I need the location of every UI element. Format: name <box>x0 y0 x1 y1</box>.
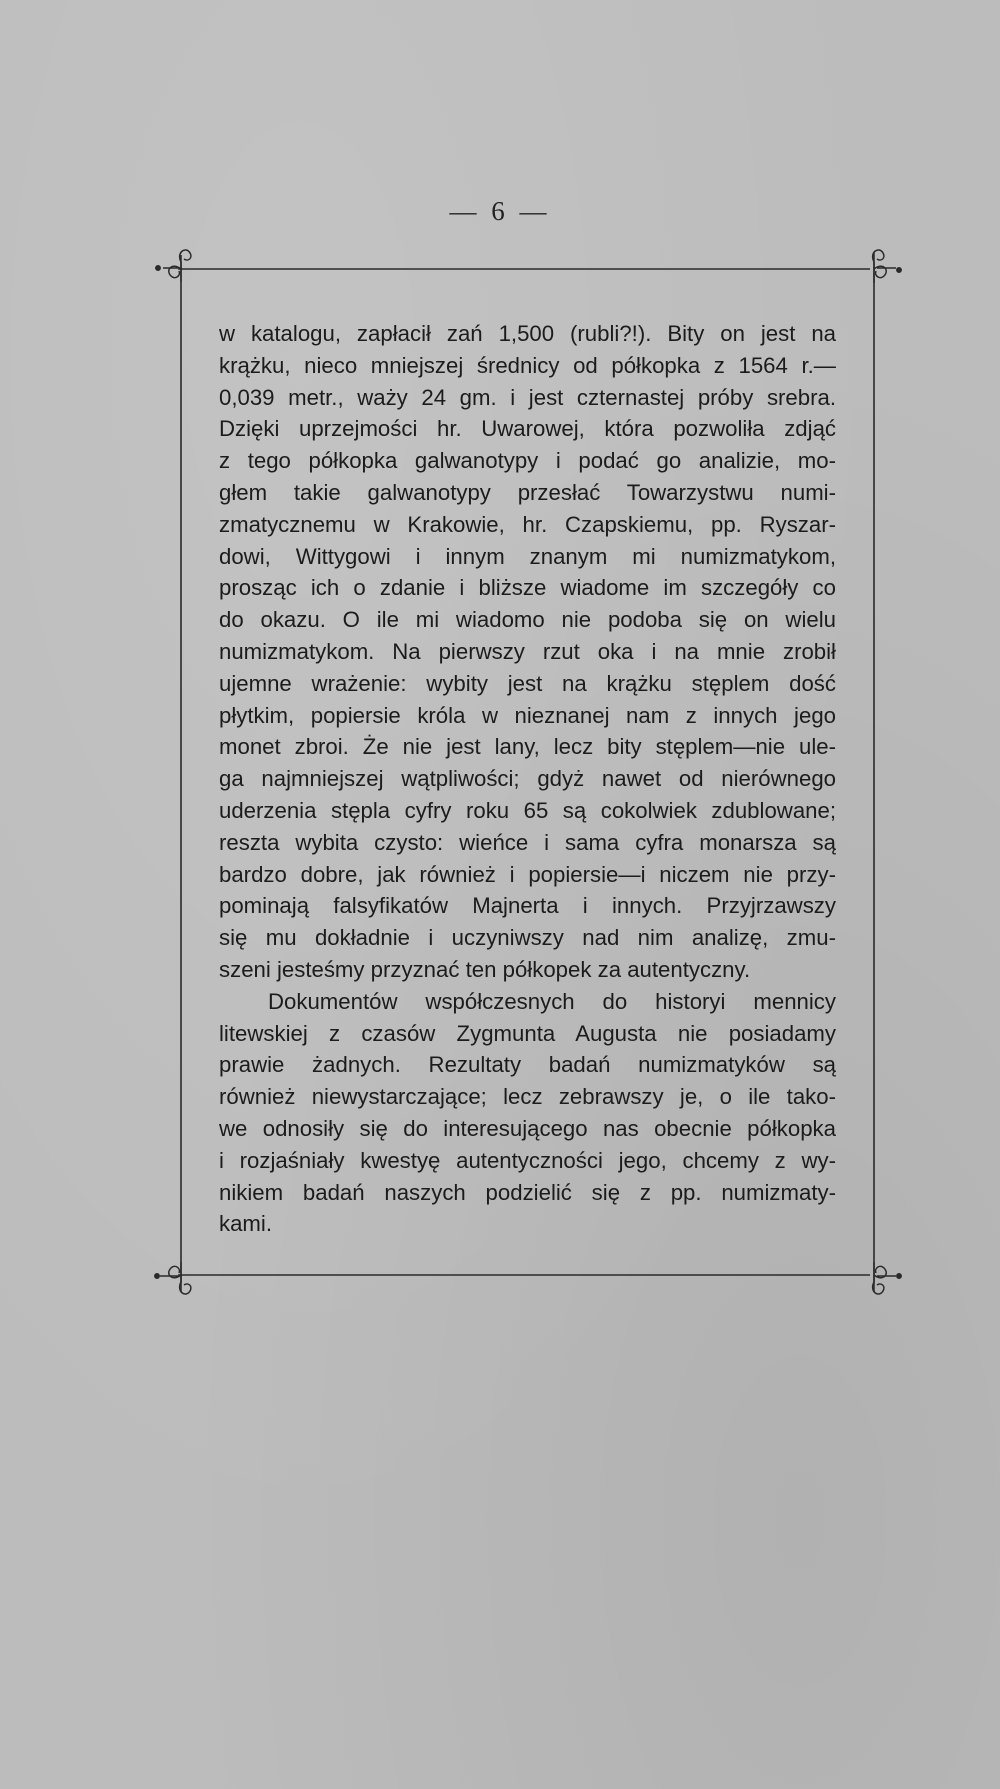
page-number: — 6 — <box>449 196 551 226</box>
text-line: prosząc ich o zdanie i bliższe wiadome im szczegóły co <box>219 575 836 601</box>
text-line: również niewystarczające; lecz zebrawszy je, o ile tako- <box>219 1084 836 1110</box>
text-line: uderzenia stępla cyfry roku 65 są cokolwiek zdublowane; <box>219 797 836 823</box>
text-line: reszta wybita czysto: wieńce i sama cyfra monarsza są <box>219 829 836 855</box>
text-line: bardzo dobre, jak również i popiersie—i niczem nie przy- <box>219 861 836 887</box>
text-line: głem takie galwanotypy przesłać Towarzystwu numi- <box>219 479 836 505</box>
text-line: z tego półkopka galwanotypy i podać go analizie, mo- <box>219 448 836 474</box>
text-line: ujemne wrażenie: wybity jest na krążku stęplem dość <box>219 670 836 696</box>
text-line: prawie żadnych. Rezultaty badań numizmatyków są <box>219 1052 836 1078</box>
text-line: do okazu. O ile mi wiadomo nie podoba się on wielu <box>219 607 836 633</box>
text-line: pominają falsyfikatów Majnerta i innych. Przyjrzawszy <box>219 893 836 919</box>
text-line: płytkim, popiersie króla w nieznanej nam z innych jego <box>219 702 836 728</box>
corner-ornament-top-left-icon <box>156 250 191 282</box>
text-line: monet zbroi. Że nie jest lany, lecz bity stęplem—nie ule- <box>219 734 836 760</box>
corner-ornament-bottom-left-icon <box>155 1262 191 1294</box>
text-line: kami. <box>219 1211 273 1237</box>
text-line: Dzięki uprzejmości hr. Uwarowej, która pozwoliła zdjąć <box>219 416 836 442</box>
text-line: Dokumentów współczesnych do historyi mennicy <box>268 988 836 1014</box>
text-line: we odnosiły się do interesującego nas obecnie półkopka <box>219 1115 836 1141</box>
text-line: szeni jesteśmy przyznać ten półkopek za autentyczny. <box>219 956 751 982</box>
corner-ornament-top-right-icon <box>873 250 902 283</box>
text-line: dowi, Wittygowi i innym znanym mi numizmatykom, <box>219 543 836 569</box>
text-line: numizmatykom. Na pierwszy rzut oka i na mnie zrobił <box>219 638 836 664</box>
text-line: ga najmniejszej wątpliwości; gdyż nawet od nierównego <box>219 766 836 792</box>
text-line: 0,039 metr., waży 24 gm. i jest czternastej próby srebra. <box>219 384 836 410</box>
corner-ornament-bottom-right-icon <box>873 1262 902 1294</box>
text-line: litewskiej z czasów Zygmunta Augusta nie posiadamy <box>219 1020 836 1046</box>
text-line: i rozjaśniały kwestyę autentyczności jego, chcemy z wy- <box>219 1147 836 1173</box>
text-line: nikiem badań naszych podzielić się z pp. numizmaty- <box>219 1179 836 1205</box>
body-text <box>219 318 836 1240</box>
text-line: w katalogu, zapłacił zań 1,500 (rubli?!). Bity on jest na <box>219 321 836 346</box>
text-line: krążku, nieco mniejszej średnicy od półkopka z 1564 r.— <box>219 352 836 378</box>
text-line: się mu dokładnie i uczyniwszy nad nim analizę, zmu- <box>219 925 836 951</box>
text-line: zmatycznemu w Krakowie, hr. Czapskiemu, pp. Ryszar- <box>219 511 836 537</box>
